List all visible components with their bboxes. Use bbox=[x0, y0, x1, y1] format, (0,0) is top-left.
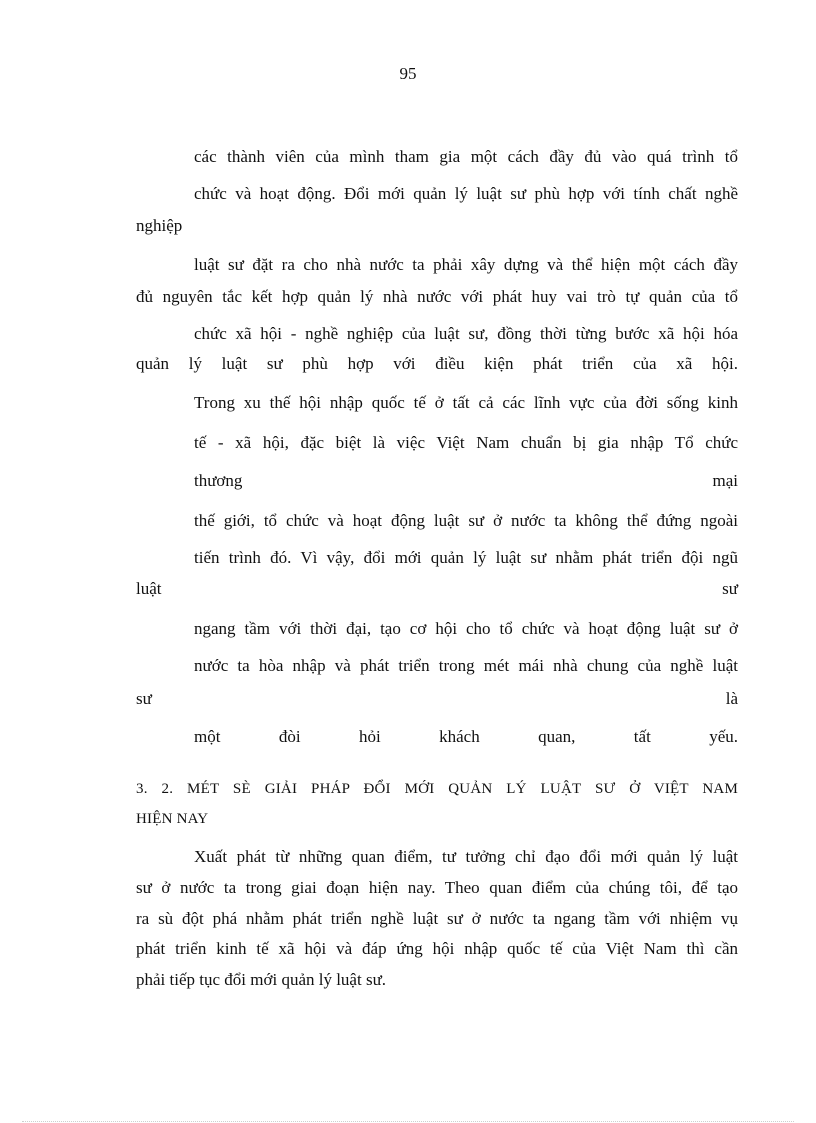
page-number: 95 bbox=[399, 64, 417, 83]
body-line: phát triển kinh tế xã hội và đáp ứng hội nhập quốc tế của Việt Nam thì cần bbox=[136, 939, 738, 958]
body-line: nước ta hòa nhập và phát triển trong mét mái nhà chung của nghề luật bbox=[194, 656, 738, 675]
body-line: các thành viên của mình tham gia một cách đầy đủ vào quá trình tổ bbox=[194, 147, 738, 166]
body-line: sư ở nước ta trong giai đoạn hiện nay. Theo quan điểm của chúng tôi, để tạo bbox=[136, 878, 738, 897]
body-line: thế giới, tổ chức và hoạt động luật sư ở nước ta không thể đứng ngoài bbox=[194, 511, 738, 530]
section-heading: HIỆN NAY bbox=[136, 811, 209, 827]
body-line: chức xã hội - nghề nghiệp của luật sư, đồng thời từng bước xã hội hóa bbox=[194, 324, 738, 343]
body-line: phải tiếp tục đổi mới quản lý luật sư. bbox=[136, 970, 387, 989]
body-line: nghiệp bbox=[136, 216, 183, 235]
body-line: luật sư đặt ra cho nhà nước ta phải xây dựng và thể hiện một cách đầy bbox=[194, 255, 738, 274]
body-line: Trong xu thế hội nhập quốc tế ở tất cả các lĩnh vực của đời sống kinh bbox=[194, 393, 738, 412]
body-line: thương mại bbox=[194, 471, 738, 490]
footer-divider bbox=[22, 1121, 794, 1122]
body-line: ra sù đột phá nhằm phát triển nghề luật sư ở nước ta ngang tầm với nhiệm vụ bbox=[136, 909, 738, 928]
body-line: một đòi hỏi khách quan, tất yếu. bbox=[194, 727, 738, 746]
body-line: tế - xã hội, đặc biệt là việc Việt Nam chuẩn bị gia nhập Tổ chức bbox=[194, 433, 738, 452]
body-line: sư là bbox=[136, 689, 738, 708]
body-line: tiến trình đó. Vì vậy, đổi mới quản lý luật sư nhằm phát triển đội ngũ bbox=[194, 548, 738, 567]
body-line: quản lý luật sư phù hợp với điều kiện phát triển của xã hội. bbox=[136, 354, 738, 373]
body-line: luật sư bbox=[136, 579, 738, 598]
body-line: đủ nguyên tắc kết hợp quản lý nhà nước với phát huy vai trò tự quản của tổ bbox=[136, 287, 738, 306]
section-heading: 3. 2. MÉT SÈ GIẢI PHÁP ĐỔI MỚI QUẢN LÝ LUẬT SƯ Ở VIỆT NAM bbox=[136, 781, 738, 797]
body-line: Xuất phát từ những quan điểm, tư tưởng chỉ đạo đổi mới quản lý luật bbox=[194, 847, 738, 866]
body-line: ngang tầm với thời đại, tạo cơ hội cho tổ chức và hoạt động luật sư ở bbox=[194, 619, 738, 638]
body-line: chức và hoạt động. Đổi mới quản lý luật sư phù hợp với tính chất nghề bbox=[194, 184, 738, 203]
